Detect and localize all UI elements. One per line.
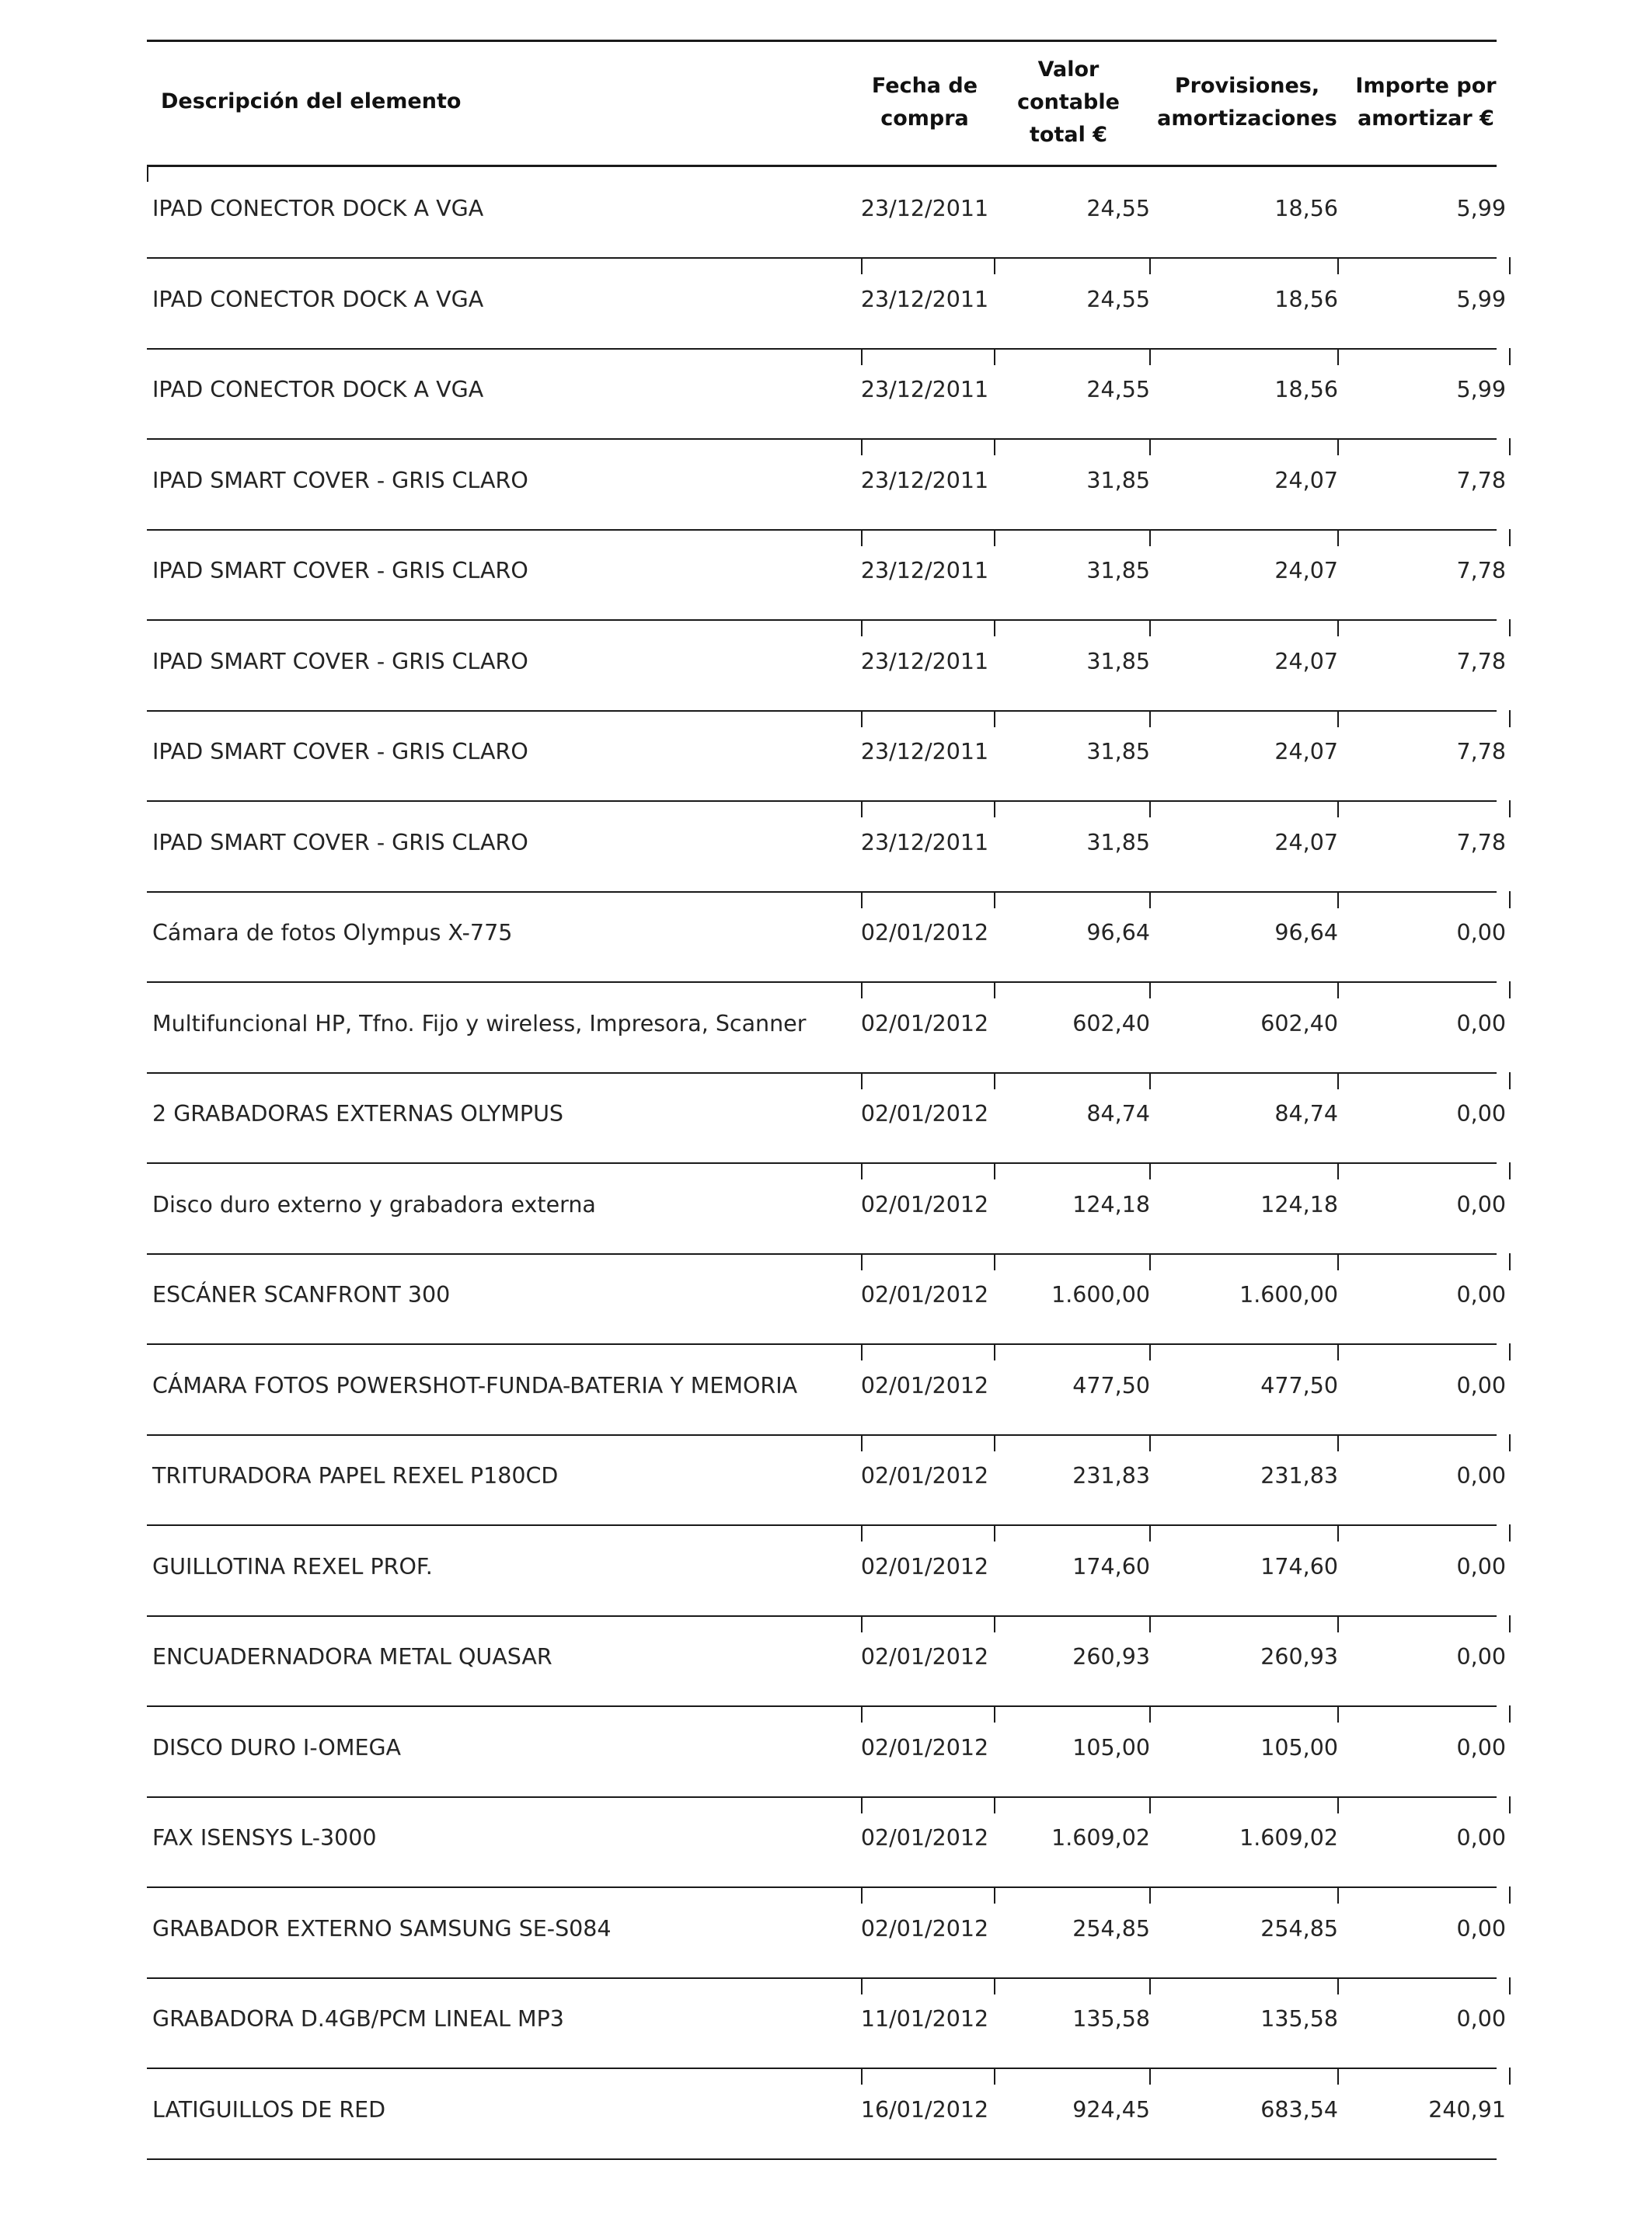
- column-tick: [1149, 619, 1151, 636]
- column-tick: [994, 1072, 995, 1089]
- cell-importe: 7,78: [1456, 467, 1506, 493]
- cell-provisiones: 24,07: [1274, 558, 1338, 584]
- cell-importe: 7,78: [1456, 558, 1506, 584]
- column-tick: [861, 1524, 863, 1542]
- cell-descripcion: Disco duro externo y grabadora externa: [152, 1191, 596, 1218]
- column-tick: [994, 1162, 995, 1179]
- column-tick: [1149, 1705, 1151, 1723]
- cell-provisiones: 683,54: [1260, 2096, 1338, 2123]
- column-tick: [861, 348, 863, 365]
- cell-valor: 24,55: [1086, 286, 1150, 312]
- cell-fecha: 02/01/2012: [860, 1282, 989, 1308]
- cell-provisiones: 231,83: [1260, 1463, 1338, 1489]
- column-tick: [994, 257, 995, 274]
- row-separator: [147, 2158, 1497, 2160]
- column-tick: [1337, 1796, 1339, 1813]
- cell-valor: 477,50: [1072, 1372, 1150, 1399]
- cell-fecha: 16/01/2012: [860, 2096, 989, 2123]
- column-tick: [1337, 1615, 1339, 1632]
- cell-fecha: 23/12/2011: [860, 377, 989, 402]
- column-tick: [1509, 529, 1511, 546]
- column-tick: [861, 619, 863, 636]
- cell-importe: 0,00: [1456, 1282, 1506, 1308]
- column-tick: [861, 1886, 863, 1904]
- cell-provisiones: 96,64: [1274, 920, 1338, 946]
- column-tick: [1149, 1343, 1151, 1360]
- column-tick: [1149, 1253, 1151, 1270]
- column-tick: [994, 1253, 995, 1270]
- cell-provisiones: 1.600,00: [1239, 1282, 1338, 1308]
- column-tick: [994, 1886, 995, 1904]
- header-provisiones: [1142, 70, 1352, 135]
- cell-descripcion: DISCO DURO I-OMEGA: [152, 1734, 402, 1761]
- column-tick: [994, 1343, 995, 1360]
- column-tick: [994, 1705, 995, 1723]
- cell-provisiones: 260,93: [1260, 1644, 1338, 1670]
- cell-valor: 602,40: [1072, 1010, 1150, 1036]
- column-tick: [1149, 1524, 1151, 1542]
- column-tick: [861, 529, 863, 546]
- cell-valor: 31,85: [1086, 648, 1150, 674]
- column-tick: [1149, 710, 1151, 727]
- cell-valor: 124,18: [1072, 1191, 1150, 1218]
- header-importe: [1333, 70, 1519, 135]
- column-tick: [1337, 1434, 1339, 1451]
- cell-fecha: 02/01/2012: [860, 1191, 989, 1218]
- cell-descripcion: IPAD SMART COVER - GRIS CLARO: [152, 558, 528, 584]
- header-valor-line-3: total €: [1029, 123, 1108, 147]
- column-tick: [1509, 1343, 1511, 1360]
- cell-importe: 0,00: [1456, 2006, 1506, 2032]
- row-separator: [147, 981, 1497, 983]
- cell-valor: 254,85: [1072, 1915, 1150, 1942]
- column-tick: [861, 1796, 863, 1813]
- header-fecha-line-1: Fecha de: [871, 74, 978, 98]
- cell-fecha: 02/01/2012: [860, 1553, 989, 1580]
- cell-importe: 7,78: [1456, 829, 1506, 855]
- row-separator: [147, 619, 1497, 621]
- cell-descripcion: IPAD CONECTOR DOCK A VGA: [152, 286, 484, 312]
- cell-descripcion: CÁMARA FOTOS POWERSHOT-FUNDA-BATERIA Y MEMORIA: [152, 1372, 798, 1399]
- column-tick: [861, 1615, 863, 1632]
- header-provisiones-line-2: amortizaciones: [1157, 106, 1337, 131]
- row-separator: [147, 1162, 1497, 1164]
- column-tick: [1337, 1524, 1339, 1542]
- column-tick: [1149, 1434, 1151, 1451]
- column-tick: [1509, 981, 1511, 998]
- cell-valor: 924,45: [1072, 2096, 1150, 2123]
- cell-valor: 135,58: [1072, 2006, 1150, 2032]
- cell-descripcion: Multifuncional HP, Tfno. Fijo y wireless, Impresora, Scanner: [152, 1010, 807, 1036]
- column-tick: [1337, 438, 1339, 455]
- column-tick: [994, 2068, 995, 2085]
- cell-valor: 31,85: [1086, 558, 1150, 584]
- cell-fecha: 02/01/2012: [860, 1101, 989, 1127]
- header-provisiones-line-1: Provisiones,: [1174, 74, 1320, 98]
- column-tick: [861, 257, 863, 274]
- cell-descripcion: Cámara de fotos Olympus X-775: [152, 920, 513, 946]
- cell-importe: 0,00: [1456, 1915, 1506, 1942]
- column-tick: [861, 2068, 863, 2085]
- row-separator: [147, 1796, 1497, 1798]
- column-tick: [861, 1162, 863, 1179]
- cell-descripcion: GUILLOTINA REXEL PROF.: [152, 1553, 433, 1580]
- column-tick: [1509, 1796, 1511, 1813]
- cell-descripcion: IPAD SMART COVER - GRIS CLARO: [152, 739, 528, 765]
- column-tick: [1509, 257, 1511, 274]
- column-tick: [1509, 1977, 1511, 1994]
- cell-provisiones: 174,60: [1260, 1553, 1338, 1580]
- cell-fecha: 02/01/2012: [860, 1463, 989, 1489]
- column-tick: [1509, 1615, 1511, 1632]
- column-tick: [1509, 1162, 1511, 1179]
- cell-provisiones: 24,07: [1274, 467, 1338, 493]
- column-tick: [994, 981, 995, 998]
- column-tick: [1149, 981, 1151, 998]
- row-separator: [147, 257, 1497, 259]
- cell-fecha: 02/01/2012: [860, 1372, 989, 1399]
- column-tick: [861, 1434, 863, 1451]
- column-tick: [994, 348, 995, 365]
- cell-fecha: 11/01/2012: [860, 2006, 989, 2032]
- column-tick: [1337, 1162, 1339, 1179]
- cell-importe: 0,00: [1456, 1644, 1506, 1670]
- cell-importe: 7,78: [1456, 739, 1506, 765]
- header-valor-line-1: Valor: [1037, 57, 1100, 82]
- cell-valor: 84,74: [1086, 1101, 1150, 1127]
- cell-descripcion: LATIGUILLOS DE RED: [152, 2096, 386, 2123]
- cell-descripcion: IPAD SMART COVER - GRIS CLARO: [152, 648, 528, 674]
- column-tick: [994, 438, 995, 455]
- column-tick: [994, 619, 995, 636]
- cell-importe: 7,78: [1456, 648, 1506, 674]
- column-tick: [1509, 1524, 1511, 1542]
- cell-importe: 5,99: [1456, 196, 1506, 221]
- column-tick: [1149, 348, 1151, 365]
- column-tick: [1337, 1886, 1339, 1904]
- header-bottom-rule: [147, 165, 1497, 167]
- column-tick: [1509, 1072, 1511, 1089]
- cell-descripcion: 2 GRABADORAS EXTERNAS OLYMPUS: [152, 1101, 564, 1127]
- row-separator: [147, 1615, 1497, 1617]
- cell-descripcion: IPAD CONECTOR DOCK A VGA: [152, 377, 484, 402]
- column-tick: [994, 529, 995, 546]
- row-separator: [147, 891, 1497, 893]
- cell-fecha: 02/01/2012: [860, 920, 989, 946]
- column-tick: [994, 1524, 995, 1542]
- row-separator: [147, 348, 1497, 350]
- column-tick: [1337, 348, 1339, 365]
- column-tick: [861, 891, 863, 908]
- column-tick: [1337, 710, 1339, 727]
- column-tick: [1149, 1886, 1151, 1904]
- cell-fecha: 23/12/2011: [860, 739, 989, 765]
- cell-valor: 260,93: [1072, 1644, 1150, 1670]
- cell-valor: 31,85: [1086, 829, 1150, 855]
- column-tick: [994, 1615, 995, 1632]
- cell-importe: 0,00: [1456, 1372, 1506, 1399]
- cell-valor: 24,55: [1086, 196, 1150, 221]
- column-tick: [1149, 1072, 1151, 1089]
- cell-provisiones: 1.609,02: [1239, 1825, 1338, 1851]
- cell-fecha: 23/12/2011: [860, 648, 989, 674]
- column-tick: [1149, 800, 1151, 817]
- row-separator: [147, 1343, 1497, 1345]
- column-tick: [1149, 1977, 1151, 1994]
- column-tick: [1509, 891, 1511, 908]
- cell-descripcion: GRABADOR EXTERNO SAMSUNG SE-S084: [152, 1915, 612, 1942]
- cell-valor: 96,64: [1086, 920, 1150, 946]
- cell-valor: 24,55: [1086, 377, 1150, 402]
- row-separator: [147, 529, 1497, 531]
- cell-provisiones: 254,85: [1260, 1915, 1338, 1942]
- column-tick: [1337, 800, 1339, 817]
- column-tick: [1149, 438, 1151, 455]
- row-separator: [147, 1072, 1497, 1074]
- header-valor-line-2: contable: [1017, 90, 1120, 114]
- cell-provisiones: 18,56: [1274, 377, 1338, 402]
- cell-fecha: 23/12/2011: [860, 196, 989, 221]
- column-tick: [1149, 1615, 1151, 1632]
- cell-provisiones: 124,18: [1260, 1191, 1338, 1218]
- column-tick: [1149, 891, 1151, 908]
- column-tick: [994, 800, 995, 817]
- cell-importe: 5,99: [1456, 377, 1506, 402]
- header-fecha-line-2: compra: [880, 106, 969, 131]
- header-descripcion: Descripción del elemento: [161, 89, 462, 113]
- cell-provisiones: 24,07: [1274, 829, 1338, 855]
- column-tick: [1149, 1796, 1151, 1813]
- column-tick: [1509, 800, 1511, 817]
- column-tick: [1509, 2068, 1511, 2085]
- row-separator: [147, 1705, 1497, 1707]
- cell-importe: 0,00: [1456, 1734, 1506, 1761]
- column-tick: [1337, 619, 1339, 636]
- cell-descripcion: IPAD SMART COVER - GRIS CLARO: [152, 467, 528, 493]
- column-tick: [861, 1253, 863, 1270]
- column-tick: [861, 1343, 863, 1360]
- cell-provisiones: 18,56: [1274, 286, 1338, 312]
- column-tick: [994, 891, 995, 908]
- column-tick: [1149, 529, 1151, 546]
- row-separator: [147, 1253, 1497, 1255]
- cell-provisiones: 135,58: [1260, 2006, 1338, 2032]
- column-tick: [1337, 257, 1339, 274]
- cell-importe: 0,00: [1456, 1191, 1506, 1218]
- cell-fecha: 23/12/2011: [860, 558, 989, 584]
- cell-importe: 0,00: [1456, 1463, 1506, 1489]
- cell-descripcion: TRITURADORA PAPEL REXEL P180CD: [152, 1463, 559, 1489]
- column-tick: [1337, 1343, 1339, 1360]
- cell-descripcion: ESCÁNER SCANFRONT 300: [152, 1282, 451, 1308]
- column-tick: [861, 800, 863, 817]
- cell-fecha: 02/01/2012: [860, 1644, 989, 1670]
- cell-fecha: 02/01/2012: [860, 1825, 989, 1851]
- column-tick: [861, 981, 863, 998]
- column-tick: [994, 1977, 995, 1994]
- column-tick: [1149, 2068, 1151, 2085]
- column-tick: [1509, 438, 1511, 455]
- cell-provisiones: 18,56: [1274, 196, 1338, 221]
- row-separator: [147, 800, 1497, 802]
- cell-provisiones: 477,50: [1260, 1372, 1338, 1399]
- column-tick: [994, 710, 995, 727]
- cell-provisiones: 105,00: [1260, 1734, 1338, 1761]
- column-tick: [1149, 1162, 1151, 1179]
- column-tick: [1509, 710, 1511, 727]
- column-tick: [1509, 1705, 1511, 1723]
- cell-descripcion: GRABADORA D.4GB/PCM LINEAL MP3: [152, 2006, 564, 2032]
- column-tick: [994, 1796, 995, 1813]
- column-tick: [1337, 2068, 1339, 2085]
- cell-importe: 0,00: [1456, 920, 1506, 946]
- cell-fecha: 23/12/2011: [860, 286, 989, 312]
- column-tick: [1337, 1705, 1339, 1723]
- cell-provisiones: 24,07: [1274, 739, 1338, 765]
- cell-importe: 240,91: [1428, 2096, 1506, 2123]
- column-tick: [1509, 1886, 1511, 1904]
- column-tick: [1509, 1434, 1511, 1451]
- header-valor: [1002, 54, 1134, 152]
- cell-fecha: 23/12/2011: [860, 467, 989, 493]
- cell-fecha: 02/01/2012: [860, 1915, 989, 1942]
- column-tick: [1337, 1253, 1339, 1270]
- cell-importe: 0,00: [1456, 1825, 1506, 1851]
- row-separator: [147, 1886, 1497, 1888]
- column-tick: [861, 1705, 863, 1723]
- column-tick: [1149, 257, 1151, 274]
- row-separator: [147, 1977, 1497, 1979]
- column-tick: [1337, 529, 1339, 546]
- cell-valor: 1.609,02: [1051, 1825, 1150, 1851]
- cell-provisiones: 602,40: [1260, 1010, 1338, 1036]
- cell-importe: 0,00: [1456, 1010, 1506, 1036]
- column-tick: [1509, 619, 1511, 636]
- header-importe-line-2: amortizar €: [1357, 106, 1494, 131]
- column-tick: [861, 438, 863, 455]
- column-tick: [1337, 1977, 1339, 1994]
- cell-valor: 231,83: [1072, 1463, 1150, 1489]
- cell-importe: 0,00: [1456, 1101, 1506, 1127]
- row-separator: [147, 710, 1497, 712]
- header-corner-mark: [147, 165, 148, 182]
- row-separator: [147, 2068, 1497, 2069]
- column-tick: [1337, 981, 1339, 998]
- column-tick: [861, 710, 863, 727]
- cell-descripcion: IPAD SMART COVER - GRIS CLARO: [152, 829, 528, 855]
- cell-valor: 1.600,00: [1051, 1282, 1150, 1308]
- column-tick: [861, 1072, 863, 1089]
- column-tick: [1509, 348, 1511, 365]
- cell-fecha: 23/12/2011: [860, 829, 989, 855]
- row-separator: [147, 438, 1497, 440]
- column-tick: [994, 1434, 995, 1451]
- header-importe-line-1: Importe por: [1355, 74, 1497, 98]
- column-tick: [861, 1977, 863, 1994]
- row-separator: [147, 1434, 1497, 1436]
- cell-provisiones: 24,07: [1274, 648, 1338, 674]
- cell-valor: 31,85: [1086, 739, 1150, 765]
- row-separator: [147, 1524, 1497, 1526]
- header-fecha: [855, 70, 995, 135]
- cell-fecha: 02/01/2012: [860, 1734, 989, 1761]
- column-tick: [1337, 891, 1339, 908]
- column-tick: [1509, 1253, 1511, 1270]
- cell-importe: 0,00: [1456, 1553, 1506, 1580]
- cell-importe: 5,99: [1456, 286, 1506, 312]
- cell-valor: 31,85: [1086, 467, 1150, 493]
- cell-descripcion: IPAD CONECTOR DOCK A VGA: [152, 196, 484, 221]
- cell-descripcion: ENCUADERNADORA METAL QUASAR: [152, 1644, 552, 1670]
- cell-valor: 105,00: [1072, 1734, 1150, 1761]
- cell-fecha: 02/01/2012: [860, 1010, 989, 1036]
- cell-descripcion: FAX ISENSYS L-3000: [152, 1825, 377, 1851]
- column-tick: [1337, 1072, 1339, 1089]
- table-top-rule: [147, 40, 1497, 42]
- cell-valor: 174,60: [1072, 1553, 1150, 1580]
- cell-provisiones: 84,74: [1274, 1101, 1338, 1127]
